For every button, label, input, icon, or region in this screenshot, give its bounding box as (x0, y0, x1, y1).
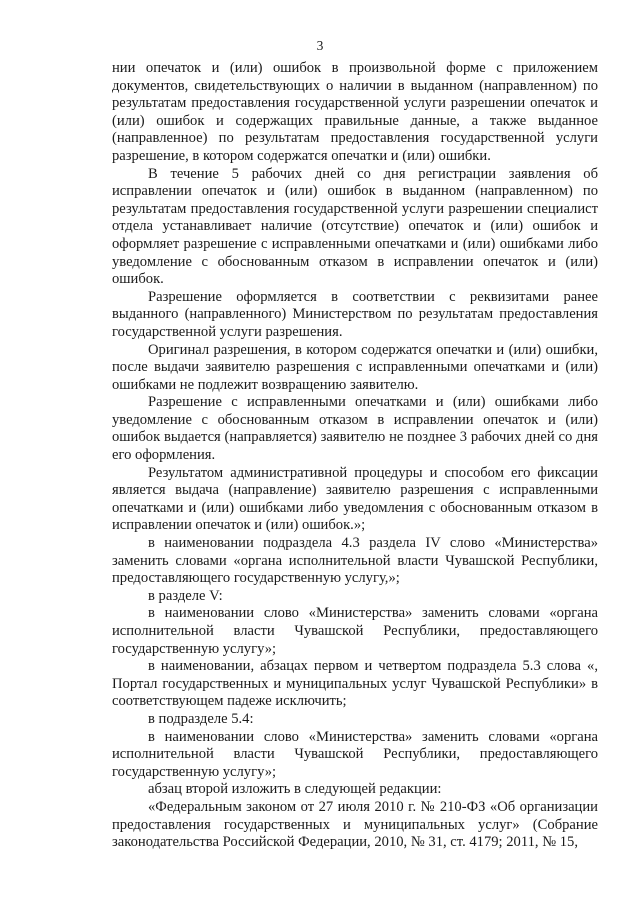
paragraph: в наименовании слово «Министерства» заменить словами «органа исполнительной власти Чувашской Республики, предоставляющего государственную услугу»; (112, 728, 598, 780)
document-body (112, 60, 598, 852)
paragraph: Разрешение с исправленными опечатками и (или) ошибками либо уведомление с обоснованным отказом в исправлении опечаток и (или) ошибок выдается (направляется) заявителю не позднее 3 рабочих дней со дня его оформления. (112, 394, 598, 464)
paragraph: Разрешение оформляется в соответствии с реквизитами ранее выданного (направленного) Министерством по результатам предоставления государственной услуги разрешения. (112, 288, 598, 340)
paragraph-continuation: нии опечаток и (или) ошибок в произвольной форме с приложением документов, свидетельствующих о наличии в выданном (направленном) по результатам предоставления государственной услуги разрешении опечаток и (или) ошибок и содержащих правильные данные, а также выданное (направленное) по результатам предоставления государственной услуги разрешение, в котором содержатся опечатки и (или) ошибки. (112, 60, 598, 164)
paragraph: в наименовании, абзацах первом и четвертом подраздела 5.3 слова «, Портал государственных и муниципальных услуг Чувашской Республики» в соответствующем падеже исключить; (112, 658, 598, 710)
paragraph: абзац второй изложить в следующей редакции: (148, 781, 442, 798)
paragraph: «Федеральным законом от 27 июля 2010 г. № 210-ФЗ «Об организации предоставления государственных и муниципальных услуг» (Собрание законодательства Российской Федерации, 2010, № 31, ст. 4179; 2011, № 15, (112, 798, 598, 851)
paragraph: в разделе V: (148, 587, 223, 604)
paragraph: В течение 5 рабочих дней со дня регистрации заявления об исправлении опечаток и (или) ошибок в выданном (направленном) по результатам предоставления государственной услуги разрешении специалист отдела устанавливает наличие (отсутствие) опечаток и (или) ошибок и оформляет разрешение с исправленными опечатками и (или) ошибками либо уведомление с обоснованным отказом в исправлении опечаток и (или) ошибок. (112, 165, 598, 288)
page-number: 3 (316, 38, 324, 53)
paragraph: в наименовании подраздела 4.3 раздела IV слово «Министерства» заменить словами «органа исполнительной власти Чувашской Республики, предоставляющего государственную услугу,»; (112, 535, 598, 587)
paragraph: Оригинал разрешения, в котором содержатся опечатки и (или) ошибки, после выдачи заявителю разрешения с исправленными опечатками и (или) ошибками не подлежит возвращению заявителю. (112, 341, 598, 393)
paragraph: в наименовании слово «Министерства» заменить словами «органа исполнительной власти Чувашской Республики, предоставляющего государственную услугу»; (112, 605, 598, 657)
paragraph: в подразделе 5.4: (148, 710, 254, 727)
paragraph: Результатом административной процедуры и способом его фиксации является выдача (направление) заявителю разрешения с исправленными опечатками и (или) ошибками либо уведомления с обоснованным отказом в исправлении опечаток и (или) ошибок.»; (112, 464, 598, 534)
